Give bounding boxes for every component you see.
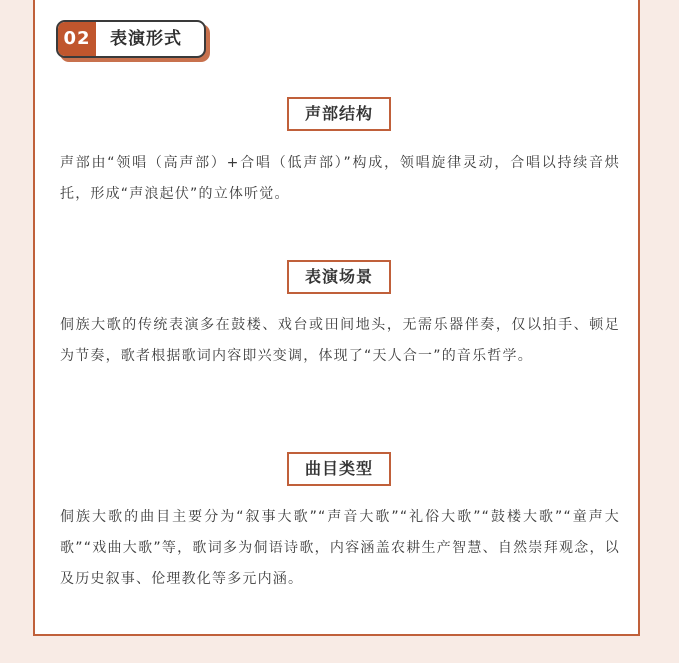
paragraph-vocal-structure: 声部由“领唱（高声部）+合唱（低声部）”构成，领唱旋律灵动，合唱以持续音烘托，形成“声浪起伏”的立体听觉。 — [60, 155, 620, 202]
subsection-title-repertoire-types: 曲目类型 — [287, 452, 391, 486]
header-box — [56, 20, 206, 58]
subsection-title-performance-scene: 表演场景 — [287, 260, 391, 294]
section-heading: 表演形式 — [110, 29, 182, 49]
section-number: 02 — [58, 22, 96, 56]
subsection-title-vocal-structure: 声部结构 — [287, 97, 391, 131]
section-header — [56, 20, 206, 58]
paragraph-performance-scene: 侗族大歌的传统表演多在鼓楼、戏台或田间地头，无需乐器伴奏，仅以拍手、顿足为节奏，歌者根据歌词内容即兴变调，体现了“天人合一”的音乐哲学。 — [60, 317, 620, 364]
paragraph-repertoire-types: 侗族大歌的曲目主要分为“叙事大歌”“声音大歌”“礼俗大歌”“鼓楼大歌”“童声大歌”“戏曲大歌”等，歌词多为侗语诗歌，内容涵盖农耕生产智慧、自然崇拜观念，以及历史叙事、伦理教化等多元内涵。 — [60, 509, 620, 587]
